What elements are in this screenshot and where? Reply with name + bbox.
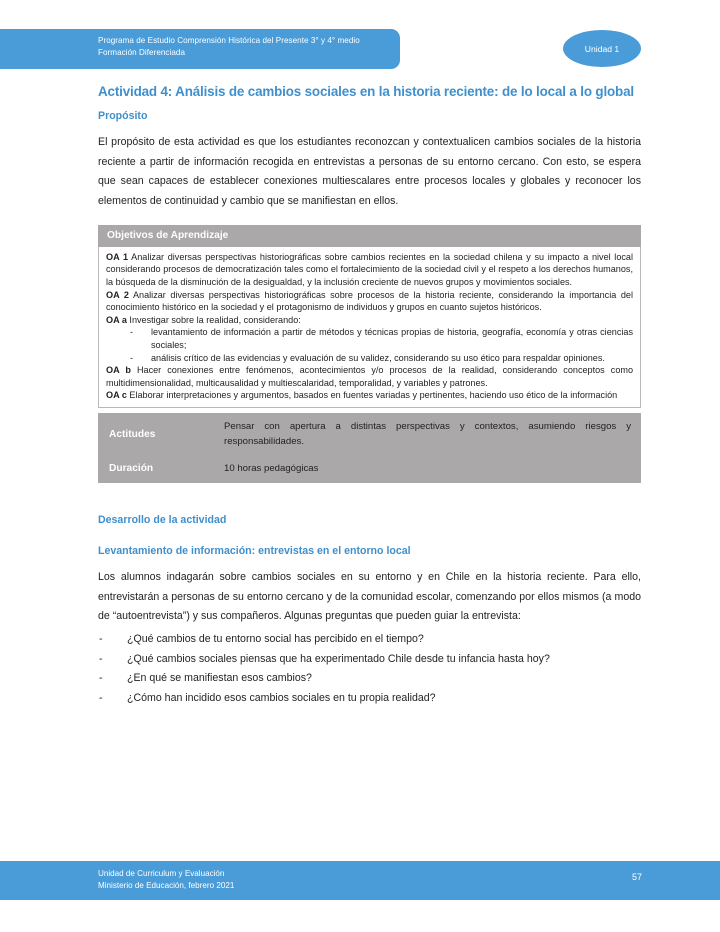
dash-bullet-icon: - [99,652,103,665]
duration-label: Duración [99,455,215,482]
objectives-table [98,225,641,408]
objective-text: Elaborar interpretaciones y argumentos, basados en fuentes variadas y pertinentes, haciendo uso ético de la información [126,390,618,401]
list-item [98,669,641,689]
objective-oab [106,364,633,389]
table-row [99,225,641,246]
list-item-text: ¿En qué se manifiestan esos cambios? [127,672,312,685]
list-item [98,630,641,650]
objectives-table-body [99,246,641,407]
dash-bullet-icon: - [130,327,134,338]
dash-bullet-icon: - [130,352,134,363]
development-title: Desarrollo de la actividad [98,513,227,526]
attributes-table [98,413,641,483]
header-banner [0,29,400,69]
development-subtitle: Levantamiento de información: entrevistas en el entorno local [98,544,411,557]
objective-text: Hacer conexiones entre fenómenos, acontecimientos y/o procesos de la realidad, considerando conceptos como multidimensionalidad, multicausalidad y multiescalaridad, temporalidad, y variables y patrones. [106,365,634,388]
page-number: 57 [631,872,642,882]
objective-code: OA 2 [106,289,129,300]
guiding-questions-list [98,630,641,708]
attitudes-value: Pensar con apertura a distintas perspectivas y contextos, asumiendo riesgos y responsabilidades. [215,413,641,455]
objective-text: Analizar diversas perspectivas historiográficas sobre cambios recientes en la sociedad chilena y su impacto a nivel local considerando procesos de democratización tales como el fortalecimiento de la sociedad civil y el respeto a los derechos humanos, la búsqueda de la disminución de la desigualdad, y la inclusión creciente de nuevos grupos y movimientos sociales. [106,251,634,287]
attitudes-label: Actitudes [99,413,215,455]
page-content [98,83,641,708]
objective-code: OA c [106,390,127,401]
duration-value: 10 horas pedagógicas [215,455,641,482]
table-row [99,455,641,482]
page-title: Actividad 4: Análisis de cambios sociales en la historia reciente: de lo local a lo global [98,84,634,99]
development-section [98,513,641,708]
header-banner-line-1: Programa de Estudio Comprensión Histórica del Presente 3° y 4° medio [98,36,360,45]
list-item-text: ¿Cómo han incidido esos cambios sociales en tu propia realidad? [127,691,436,704]
objective-code: OA 1 [106,251,129,262]
objective-code: OA b [106,365,131,376]
list-item [98,650,641,670]
list-item-text: ¿Qué cambios sociales piensas que ha experimentado Chile desde tu infancia hasta hoy? [127,652,550,665]
list-item [106,326,633,351]
objective-sub-list [106,326,633,364]
dash-bullet-icon: - [99,691,103,704]
table-row [99,246,641,407]
objective-oa2 [106,289,633,314]
unit-badge: Unidad 1 [563,30,641,67]
development-paragraph: Los alumnos indagarán sobre cambios sociales en su entorno y en Chile en la historia reciente. Para ello, entrevistarán a personas de su entorno cercano y de la comunidad escolar, comenzando por ellos mismos (a modo de “autoentrevista”) y sus compañeros. Algunas preguntas que pueden guiar la entrevista: [98,570,641,623]
table-row [99,413,641,455]
page-header [0,29,720,69]
header-banner-line-2: Formación Diferenciada [98,47,186,57]
objective-code: OA a [106,314,127,325]
objective-oa1 [106,251,633,289]
purpose-paragraph: El propósito de esta actividad es que los estudiantes reconozcan y contextualicen cambios sociales de la historia reciente a partir de información recogida en entrevistas a personas de su entorno cercano. Con esto, se espera que sean capaces de establecer conexiones multiescalares entre procesos locales y globales y reconocer los elementos de continuidad y cambio que se manifiestan en ellos. [98,136,641,208]
list-item [98,689,641,709]
list-item-text: ¿Qué cambios de tu entorno social has percibido en el tiempo? [127,633,424,646]
purpose-heading: Propósito [98,110,148,122]
footer-line-1: Unidad de Curriculum y Evaluación [98,869,225,878]
objective-oac [106,389,633,402]
page-footer [0,861,720,900]
objective-text: Analizar diversas perspectivas historiográficas sobre procesos de la historia reciente, considerando la importancia del conocimiento histórico en la sociedad y el protagonismo de individuos y grupos en cuanto sujetos históricos. [106,289,633,313]
objectives-table-header: Objetivos de Aprendizaje [99,225,641,246]
dash-bullet-icon: - [99,633,103,646]
list-item-text: análisis crítico de las evidencias y evaluación de su validez, considerando su uso ético para respaldar opiniones. [151,352,605,363]
list-item-text: levantamiento de información a partir de métodos y técnicas propias de historia, geografía, economía y otras ciencias sociales; [151,327,633,350]
objective-text: Investigar sobre la realidad, considerando: [126,314,301,325]
footer-institution [98,868,234,891]
dash-bullet-icon: - [99,672,103,685]
objective-oaa [106,314,633,327]
list-item [106,352,633,365]
footer-line-2: Ministerio de Educación, febrero 2021 [98,880,235,890]
